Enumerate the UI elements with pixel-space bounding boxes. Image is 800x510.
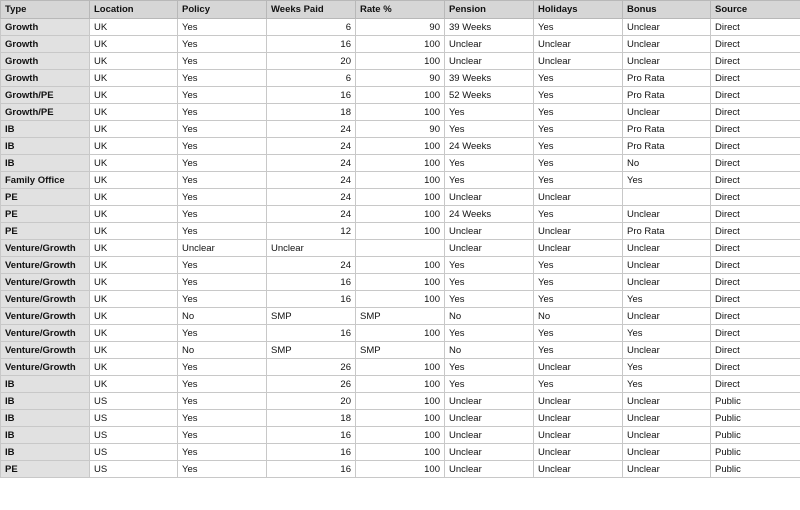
cell-location[interactable]: US [90, 393, 178, 410]
cell-rate[interactable]: 100 [356, 138, 445, 155]
cell-bonus[interactable]: Yes [623, 172, 711, 189]
cell-location[interactable]: UK [90, 87, 178, 104]
cell-pension[interactable]: Unclear [445, 53, 534, 70]
cell-pension[interactable]: Yes [445, 359, 534, 376]
cell-pension[interactable]: No [445, 342, 534, 359]
cell-policy[interactable]: Yes [178, 291, 267, 308]
cell-holidays[interactable]: No [534, 308, 623, 325]
cell-location[interactable]: UK [90, 19, 178, 36]
cell-weeks-paid[interactable]: 24 [267, 121, 356, 138]
cell-pension[interactable]: 24 Weeks [445, 206, 534, 223]
cell-holidays[interactable]: Unclear [534, 461, 623, 478]
column-header-rate[interactable]: Rate % [356, 1, 445, 19]
cell-bonus[interactable]: Pro Rata [623, 121, 711, 138]
cell-location[interactable]: UK [90, 359, 178, 376]
cell-weeks-paid[interactable]: 18 [267, 410, 356, 427]
cell-rate[interactable]: 100 [356, 155, 445, 172]
cell-rate[interactable]: 100 [356, 172, 445, 189]
cell-type[interactable]: IB [1, 410, 90, 427]
cell-bonus[interactable]: Unclear [623, 393, 711, 410]
header-row-group [1, 1, 800, 19]
cell-source[interactable]: Direct [711, 257, 800, 274]
cell-location[interactable]: UK [90, 325, 178, 342]
cell-holidays[interactable]: Yes [534, 138, 623, 155]
cell-bonus[interactable]: Unclear [623, 53, 711, 70]
cell-source[interactable]: Direct [711, 53, 800, 70]
table-row [1, 240, 800, 257]
cell-location[interactable]: UK [90, 274, 178, 291]
cell-location[interactable]: UK [90, 155, 178, 172]
cell-rate[interactable]: 100 [356, 461, 445, 478]
cell-bonus[interactable]: Yes [623, 325, 711, 342]
cell-bonus[interactable]: Unclear [623, 342, 711, 359]
table-row [1, 393, 800, 410]
cell-pension[interactable]: Unclear [445, 444, 534, 461]
cell-type[interactable]: Venture/Growth [1, 257, 90, 274]
cell-rate[interactable]: 100 [356, 444, 445, 461]
cell-policy[interactable]: Yes [178, 274, 267, 291]
cell-holidays[interactable]: Yes [534, 325, 623, 342]
table-row [1, 308, 800, 325]
cell-rate[interactable]: 100 [356, 223, 445, 240]
column-header-weeks-paid[interactable]: Weeks Paid [267, 1, 356, 19]
cell-rate[interactable]: 100 [356, 206, 445, 223]
table-body [1, 19, 800, 478]
cell-holidays[interactable]: Unclear [534, 53, 623, 70]
table-row [1, 36, 800, 53]
cell-policy[interactable]: Yes [178, 393, 267, 410]
cell-rate[interactable]: 90 [356, 121, 445, 138]
cell-policy[interactable]: Yes [178, 155, 267, 172]
cell-location[interactable]: UK [90, 121, 178, 138]
column-header-source[interactable]: Source [711, 1, 800, 19]
cell-policy[interactable]: Yes [178, 104, 267, 121]
cell-type[interactable]: Growth/PE [1, 87, 90, 104]
cell-location[interactable]: US [90, 410, 178, 427]
cell-rate[interactable]: 100 [356, 104, 445, 121]
column-header-bonus[interactable]: Bonus [623, 1, 711, 19]
cell-source[interactable]: Public [711, 461, 800, 478]
cell-type[interactable]: Venture/Growth [1, 291, 90, 308]
cell-holidays[interactable]: Yes [534, 155, 623, 172]
cell-pension[interactable]: Unclear [445, 393, 534, 410]
cell-location[interactable]: US [90, 444, 178, 461]
cell-pension[interactable]: Unclear [445, 36, 534, 53]
cell-location[interactable]: UK [90, 308, 178, 325]
cell-type[interactable]: Growth [1, 36, 90, 53]
cell-bonus[interactable]: Unclear [623, 308, 711, 325]
table-row [1, 172, 800, 189]
cell-policy[interactable]: Yes [178, 87, 267, 104]
cell-holidays[interactable]: Yes [534, 87, 623, 104]
cell-weeks-paid[interactable]: 16 [267, 87, 356, 104]
cell-source[interactable]: Direct [711, 70, 800, 87]
cell-type[interactable]: IB [1, 444, 90, 461]
table-row [1, 155, 800, 172]
cell-pension[interactable]: Unclear [445, 410, 534, 427]
table-row [1, 444, 800, 461]
cell-holidays[interactable]: Unclear [534, 359, 623, 376]
cell-policy[interactable]: No [178, 308, 267, 325]
cell-source[interactable]: Public [711, 393, 800, 410]
cell-bonus[interactable]: Yes [623, 291, 711, 308]
cell-type[interactable]: Growth/PE [1, 104, 90, 121]
cell-rate[interactable]: 100 [356, 36, 445, 53]
cell-location[interactable]: UK [90, 70, 178, 87]
cell-type[interactable]: Growth [1, 53, 90, 70]
cell-pension[interactable]: 39 Weeks [445, 70, 534, 87]
cell-location[interactable]: UK [90, 342, 178, 359]
cell-policy[interactable]: Yes [178, 53, 267, 70]
cell-weeks-paid[interactable]: 20 [267, 53, 356, 70]
table-row [1, 121, 800, 138]
cell-location[interactable]: UK [90, 172, 178, 189]
cell-pension[interactable]: Yes [445, 376, 534, 393]
cell-type[interactable]: Venture/Growth [1, 308, 90, 325]
column-header-policy[interactable]: Policy [178, 1, 267, 19]
cell-weeks-paid[interactable]: 26 [267, 376, 356, 393]
cell-pension[interactable]: Unclear [445, 189, 534, 206]
cell-holidays[interactable]: Unclear [534, 36, 623, 53]
cell-pension[interactable]: Yes [445, 291, 534, 308]
cell-policy[interactable]: Yes [178, 257, 267, 274]
cell-weeks-paid[interactable]: 16 [267, 274, 356, 291]
cell-bonus[interactable]: Pro Rata [623, 223, 711, 240]
cell-rate[interactable]: 100 [356, 376, 445, 393]
cell-weeks-paid[interactable]: 20 [267, 393, 356, 410]
cell-source[interactable]: Direct [711, 138, 800, 155]
cell-rate[interactable]: 100 [356, 393, 445, 410]
cell-pension[interactable]: Unclear [445, 223, 534, 240]
table-row [1, 70, 800, 87]
cell-bonus[interactable]: Unclear [623, 240, 711, 257]
cell-policy[interactable]: Yes [178, 189, 267, 206]
cell-weeks-paid[interactable]: Unclear [267, 240, 356, 257]
table-row [1, 410, 800, 427]
cell-weeks-paid[interactable]: 6 [267, 19, 356, 36]
cell-type[interactable]: IB [1, 393, 90, 410]
cell-rate[interactable]: 100 [356, 87, 445, 104]
cell-type[interactable]: Venture/Growth [1, 342, 90, 359]
cell-source[interactable]: Direct [711, 104, 800, 121]
cell-rate[interactable]: SMP [356, 308, 445, 325]
cell-location[interactable]: US [90, 427, 178, 444]
cell-source[interactable]: Direct [711, 36, 800, 53]
column-header-holidays[interactable]: Holidays [534, 1, 623, 19]
cell-rate[interactable]: 100 [356, 274, 445, 291]
cell-type[interactable]: Growth [1, 70, 90, 87]
cell-bonus[interactable]: Unclear [623, 36, 711, 53]
cell-weeks-paid[interactable]: 16 [267, 325, 356, 342]
cell-bonus[interactable]: Unclear [623, 410, 711, 427]
cell-bonus[interactable] [623, 189, 711, 206]
cell-bonus[interactable]: Yes [623, 376, 711, 393]
cell-bonus[interactable]: Unclear [623, 257, 711, 274]
cell-weeks-paid[interactable]: 24 [267, 172, 356, 189]
cell-source[interactable]: Direct [711, 342, 800, 359]
cell-source[interactable]: Direct [711, 325, 800, 342]
table-row [1, 427, 800, 444]
cell-location[interactable]: UK [90, 138, 178, 155]
cell-holidays[interactable]: Unclear [534, 223, 623, 240]
cell-rate[interactable]: 100 [356, 325, 445, 342]
cell-rate[interactable]: 90 [356, 70, 445, 87]
table-row [1, 53, 800, 70]
cell-holidays[interactable]: Yes [534, 70, 623, 87]
cell-holidays[interactable]: Yes [534, 257, 623, 274]
cell-source[interactable]: Direct [711, 274, 800, 291]
cell-holidays[interactable]: Unclear [534, 444, 623, 461]
cell-holidays[interactable]: Unclear [534, 189, 623, 206]
cell-rate[interactable]: 90 [356, 19, 445, 36]
cell-weeks-paid[interactable]: 18 [267, 104, 356, 121]
cell-location[interactable]: UK [90, 53, 178, 70]
cell-holidays[interactable]: Yes [534, 274, 623, 291]
cell-pension[interactable]: 39 Weeks [445, 19, 534, 36]
cell-location[interactable]: UK [90, 240, 178, 257]
table-row [1, 274, 800, 291]
table-row [1, 291, 800, 308]
cell-weeks-paid[interactable]: 24 [267, 155, 356, 172]
cell-weeks-paid[interactable]: 16 [267, 36, 356, 53]
cell-source[interactable]: Direct [711, 189, 800, 206]
cell-rate[interactable]: 100 [356, 359, 445, 376]
cell-policy[interactable]: Yes [178, 461, 267, 478]
cell-holidays[interactable]: Unclear [534, 240, 623, 257]
table-row [1, 257, 800, 274]
cell-location[interactable]: UK [90, 189, 178, 206]
cell-pension[interactable]: Unclear [445, 427, 534, 444]
header-row [1, 1, 800, 19]
cell-pension[interactable]: Yes [445, 155, 534, 172]
cell-source[interactable]: Direct [711, 206, 800, 223]
cell-weeks-paid[interactable]: 16 [267, 427, 356, 444]
cell-holidays[interactable]: Yes [534, 376, 623, 393]
cell-bonus[interactable]: Unclear [623, 206, 711, 223]
cell-policy[interactable]: Yes [178, 444, 267, 461]
cell-source[interactable]: Direct [711, 359, 800, 376]
cell-rate[interactable] [356, 240, 445, 257]
table-row [1, 461, 800, 478]
cell-policy[interactable]: Unclear [178, 240, 267, 257]
cell-policy[interactable]: Yes [178, 138, 267, 155]
cell-type[interactable]: Growth [1, 19, 90, 36]
cell-weeks-paid[interactable]: 12 [267, 223, 356, 240]
cell-holidays[interactable]: Unclear [534, 410, 623, 427]
cell-bonus[interactable]: Unclear [623, 19, 711, 36]
cell-weeks-paid[interactable]: 24 [267, 206, 356, 223]
column-header-pension[interactable]: Pension [445, 1, 534, 19]
cell-pension[interactable]: Unclear [445, 240, 534, 257]
cell-type[interactable]: PE [1, 189, 90, 206]
cell-source[interactable]: Public [711, 410, 800, 427]
table-row [1, 206, 800, 223]
cell-source[interactable]: Direct [711, 121, 800, 138]
cell-type[interactable]: Venture/Growth [1, 325, 90, 342]
cell-policy[interactable]: Yes [178, 36, 267, 53]
table-row [1, 359, 800, 376]
cell-weeks-paid[interactable]: 24 [267, 257, 356, 274]
cell-type[interactable]: Venture/Growth [1, 359, 90, 376]
cell-weeks-paid[interactable]: 24 [267, 189, 356, 206]
cell-location[interactable]: UK [90, 36, 178, 53]
cell-pension[interactable]: Yes [445, 274, 534, 291]
cell-source[interactable]: Direct [711, 376, 800, 393]
cell-pension[interactable]: Yes [445, 257, 534, 274]
cell-holidays[interactable]: Yes [534, 104, 623, 121]
cell-policy[interactable]: No [178, 342, 267, 359]
cell-location[interactable]: UK [90, 291, 178, 308]
cell-weeks-paid[interactable]: 6 [267, 70, 356, 87]
cell-policy[interactable]: Yes [178, 427, 267, 444]
cell-policy[interactable]: Yes [178, 121, 267, 138]
cell-source[interactable]: Public [711, 444, 800, 461]
cell-holidays[interactable]: Unclear [534, 393, 623, 410]
cell-policy[interactable]: Yes [178, 376, 267, 393]
cell-holidays[interactable]: Unclear [534, 427, 623, 444]
cell-location[interactable]: UK [90, 376, 178, 393]
cell-bonus[interactable]: No [623, 155, 711, 172]
cell-holidays[interactable]: Yes [534, 291, 623, 308]
cell-pension[interactable]: Yes [445, 325, 534, 342]
table-row [1, 104, 800, 121]
cell-rate[interactable]: 100 [356, 53, 445, 70]
cell-weeks-paid[interactable]: 24 [267, 138, 356, 155]
table-row [1, 19, 800, 36]
table-row [1, 223, 800, 240]
cell-type[interactable]: PE [1, 223, 90, 240]
cell-source[interactable]: Direct [711, 19, 800, 36]
cell-weeks-paid[interactable]: 26 [267, 359, 356, 376]
cell-weeks-paid[interactable]: 16 [267, 291, 356, 308]
cell-policy[interactable]: Yes [178, 172, 267, 189]
cell-type[interactable]: IB [1, 427, 90, 444]
cell-pension[interactable]: Unclear [445, 461, 534, 478]
cell-bonus[interactable]: Unclear [623, 104, 711, 121]
cell-rate[interactable]: 100 [356, 291, 445, 308]
cell-type[interactable]: Venture/Growth [1, 240, 90, 257]
cell-pension[interactable]: No [445, 308, 534, 325]
cell-pension[interactable]: 24 Weeks [445, 138, 534, 155]
cell-bonus[interactable]: Unclear [623, 461, 711, 478]
cell-pension[interactable]: Yes [445, 172, 534, 189]
cell-type[interactable]: PE [1, 461, 90, 478]
cell-bonus[interactable]: Unclear [623, 427, 711, 444]
cell-rate[interactable]: 100 [356, 189, 445, 206]
cell-source[interactable]: Direct [711, 291, 800, 308]
cell-type[interactable]: Family Office [1, 172, 90, 189]
table-row [1, 342, 800, 359]
cell-type[interactable]: IB [1, 121, 90, 138]
cell-policy[interactable]: Yes [178, 223, 267, 240]
cell-weeks-paid[interactable]: 16 [267, 461, 356, 478]
cell-source[interactable]: Direct [711, 240, 800, 257]
cell-type[interactable]: IB [1, 155, 90, 172]
cell-source[interactable]: Direct [711, 172, 800, 189]
cell-bonus[interactable]: Unclear [623, 444, 711, 461]
cell-pension[interactable]: Yes [445, 104, 534, 121]
table-row [1, 325, 800, 342]
cell-source[interactable]: Direct [711, 87, 800, 104]
table-row [1, 138, 800, 155]
table-row [1, 376, 800, 393]
cell-holidays[interactable]: Yes [534, 19, 623, 36]
cell-pension[interactable]: Yes [445, 121, 534, 138]
cell-rate[interactable]: SMP [356, 342, 445, 359]
cell-policy[interactable]: Yes [178, 325, 267, 342]
cell-location[interactable]: UK [90, 223, 178, 240]
table-row [1, 189, 800, 206]
cell-weeks-paid[interactable]: 16 [267, 444, 356, 461]
cell-weeks-paid[interactable]: SMP [267, 342, 356, 359]
cell-policy[interactable]: Yes [178, 206, 267, 223]
cell-rate[interactable]: 100 [356, 427, 445, 444]
cell-policy[interactable]: Yes [178, 70, 267, 87]
cell-source[interactable]: Direct [711, 223, 800, 240]
cell-type[interactable]: IB [1, 138, 90, 155]
cell-source[interactable]: Public [711, 427, 800, 444]
cell-holidays[interactable]: Yes [534, 206, 623, 223]
cell-type[interactable]: IB [1, 376, 90, 393]
cell-rate[interactable]: 100 [356, 257, 445, 274]
cell-rate[interactable]: 100 [356, 410, 445, 427]
cell-source[interactable]: Direct [711, 308, 800, 325]
table-row [1, 87, 800, 104]
cell-source[interactable]: Direct [711, 155, 800, 172]
cell-bonus[interactable]: Pro Rata [623, 138, 711, 155]
cell-bonus[interactable]: Yes [623, 359, 711, 376]
cell-policy[interactable]: Yes [178, 410, 267, 427]
cell-location[interactable]: UK [90, 257, 178, 274]
cell-bonus[interactable]: Pro Rata [623, 70, 711, 87]
cell-bonus[interactable]: Unclear [623, 274, 711, 291]
cell-policy[interactable]: Yes [178, 359, 267, 376]
cell-bonus[interactable]: Pro Rata [623, 87, 711, 104]
cell-type[interactable]: PE [1, 206, 90, 223]
cell-holidays[interactable]: Yes [534, 342, 623, 359]
column-header-type[interactable]: Type [1, 1, 90, 19]
column-header-location[interactable]: Location [90, 1, 178, 19]
cell-pension[interactable]: 52 Weeks [445, 87, 534, 104]
cell-policy[interactable]: Yes [178, 19, 267, 36]
cell-location[interactable]: US [90, 461, 178, 478]
cell-location[interactable]: UK [90, 104, 178, 121]
cell-holidays[interactable]: Yes [534, 121, 623, 138]
cell-location[interactable]: UK [90, 206, 178, 223]
cell-weeks-paid[interactable]: SMP [267, 308, 356, 325]
cell-holidays[interactable]: Yes [534, 172, 623, 189]
cell-type[interactable]: Venture/Growth [1, 274, 90, 291]
